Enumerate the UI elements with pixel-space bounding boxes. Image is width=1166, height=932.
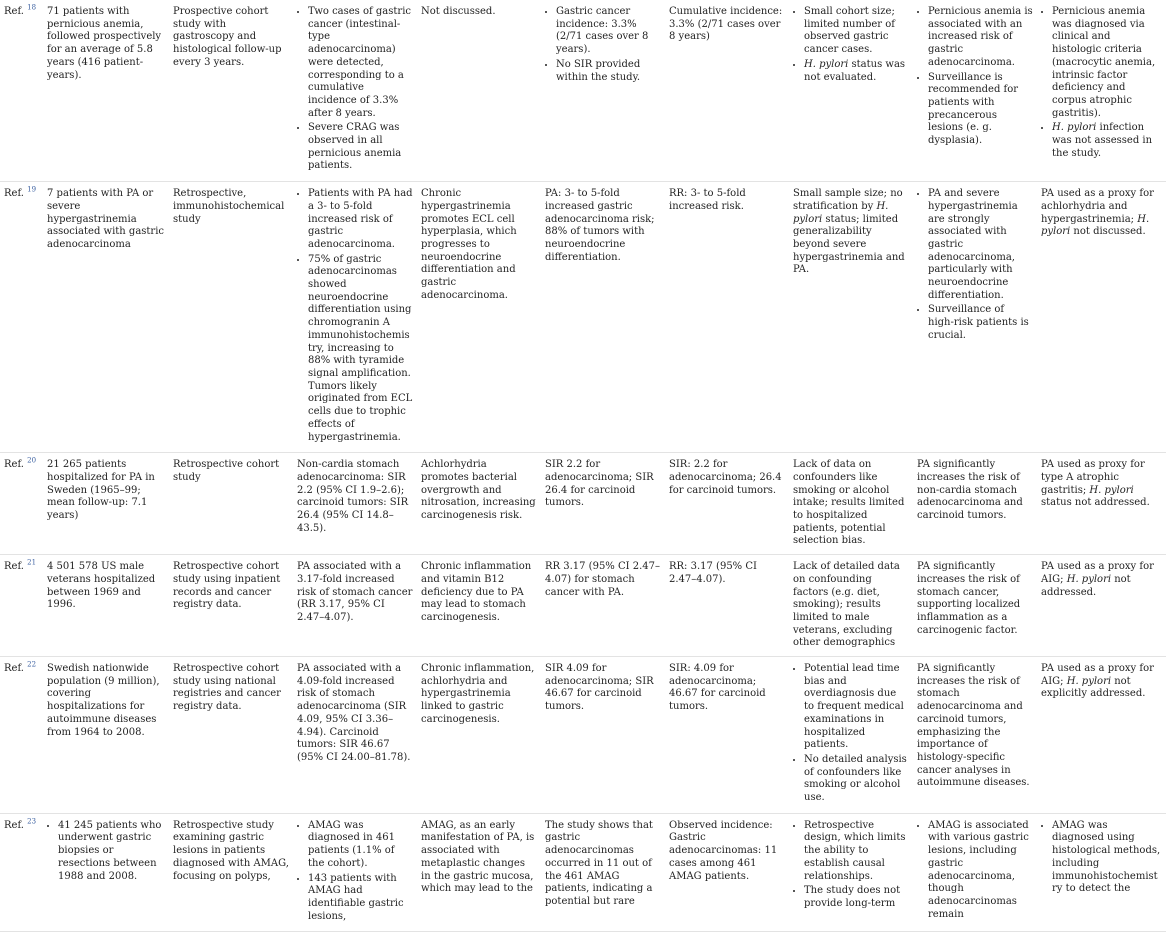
ref-link[interactable]: 20 [27, 456, 37, 465]
reference-cell [0, 453, 43, 555]
list-item: • H. pylori infection was not assessed in the study. [1052, 122, 1162, 160]
list-item: • Pernicious anemia is associated with an increased risk of gastric adenocarcinoma. [928, 6, 1033, 70]
risk-cell: The study shows that gastric adenocarcinomas occurred in 11 out of the 461 AMAG patients, indicating a potential but rare [541, 813, 665, 932]
list-item: • 41 245 patients who underwent gastric biopsies or resections between 1988 and 2008. [58, 820, 165, 884]
design-cell: Retrospective study examining gastric lesions in patients diagnosed with AMAG, focusing on polyps, [169, 813, 293, 932]
measure-cell: RR: 3- to 5-fold increased risk. [665, 182, 789, 453]
measure-cell: Cumulative incidence: 3.3% (2/71 cases over 8 years) [665, 0, 789, 182]
population-cell [43, 813, 169, 932]
conclusion-cell [913, 182, 1037, 453]
ref-link[interactable]: 22 [27, 660, 37, 669]
list-item: • The study does not provide long-term [804, 885, 909, 910]
reference-cell [0, 0, 43, 182]
ref-prefix: Ref. [4, 819, 24, 831]
notes-cell: PA used as a proxy for AIG; H. pylori not explicitly addressed. [1037, 657, 1166, 814]
design-cell: Retrospective cohort study [169, 453, 293, 555]
findings-cell [293, 0, 417, 182]
list-item: • Surveillance is recommended for patients with precancerous lesions (e. g. dysplasia). [928, 72, 1033, 148]
ref-prefix: Ref. [4, 459, 24, 471]
measure-cell: RR: 3.17 (95% CI 2.47–4.07). [665, 555, 789, 657]
measure-cell: SIR: 4.09 for adenocarcinoma; 46.67 for carcinoid tumors. [665, 657, 789, 814]
mechanism-cell: Chronic inflammation, achlorhydria and hypergastrinemia linked to gastric carcinogenesis. [417, 657, 541, 814]
risk-cell [541, 0, 665, 182]
ref-prefix: Ref. [4, 6, 24, 17]
reference-cell [0, 813, 43, 932]
mechanism-cell: AMAG, as an early manifestation of PA, is associated with metaplastic changes in the gastric mucosa, which may lead to the [417, 813, 541, 932]
risk-cell: RR 3.17 (95% CI 2.47–4.07) for stomach cancer with PA. [541, 555, 665, 657]
species-name: H. pylori [1066, 573, 1112, 585]
list-item: • AMAG is associated with various gastric lesions, including gastric adenocarcinoma, though adenocarcinomas remain [928, 820, 1033, 922]
design-cell: Retrospective cohort study using national registries and cancer registry data. [169, 657, 293, 814]
list-item: • Retrospective design, which limits the ability to establish causal relationships. [804, 820, 909, 884]
mechanism-cell: Not discussed. [417, 0, 541, 182]
findings-cell: PA associated with a 4.09-fold increased risk of stomach adenocarcinoma (SIR 4.09, 95% CI 3.36–4.94). Carcinoid tumors: SIR 46.67 (95% CI 24.00–81.78). [293, 657, 417, 814]
population-cell: 21 265 patients hospitalized for PA in Sweden (1965–99; mean follow-up: 7.1 years) [43, 453, 169, 555]
population-cell: 4 501 578 US male veterans hospitalized between 1969 and 1996. [43, 555, 169, 657]
table-row [0, 657, 1166, 814]
list-item: • 75% of gastric adenocarcinomas showed neuroendocrine differentiation using chromogranin A immunohistochemistry, increasing to 88% with tyramide signal amplification. Tumors likely originated from ECL cells due to trophic effects of hypergastrinemia. [308, 254, 413, 445]
mechanism-cell: Achlorhydria promotes bacterial overgrowth and nitrosation, increasing carcinogenesis risk. [417, 453, 541, 555]
reference-cell [0, 657, 43, 814]
design-cell: Retrospective cohort study using inpatient records and cancer registry data. [169, 555, 293, 657]
reference-cell [0, 555, 43, 657]
design-cell: Retrospective, immunohistochemical study [169, 182, 293, 453]
list-item: • 143 patients with AMAG had identifiable gastric lesions, [308, 873, 413, 924]
ref-link[interactable]: 18 [27, 3, 37, 12]
ref-prefix: Ref. [4, 188, 24, 200]
species-name: H. pylori [1066, 675, 1112, 687]
notes-cell [1037, 813, 1166, 932]
reference-cell [0, 182, 43, 453]
list-item: • Gastric cancer incidence: 3.3% (2/71 cases over 8 years). [556, 6, 661, 57]
table-row [0, 813, 1166, 932]
list-item: • No SIR provided within the study. [556, 59, 661, 84]
list-item: • No detailed analysis of confounders like smoking or alcohol use. [804, 754, 909, 805]
species-name: H. pylori [1052, 122, 1097, 134]
ref-link[interactable]: 23 [27, 817, 37, 826]
risk-cell: SIR 4.09 for adenocarcinoma; SIR 46.67 for carcinoid tumors. [541, 657, 665, 814]
population-cell: 7 patients with PA or severe hypergastrinemia associated with gastric adenocarcinoma [43, 182, 169, 453]
list-item: • Two cases of gastric cancer (intestinal-type adenocarcinoma) were detected, corresponding to a cumulative incidence of 3.3% after 8 years. [308, 6, 413, 120]
risk-cell: SIR 2.2 for adenocarcinoma; SIR 26.4 for carcinoid tumors. [541, 453, 665, 555]
table-row [0, 0, 1166, 182]
findings-cell: PA associated with a 3.17-fold increased risk of stomach cancer (RR 3.17, 95% CI 2.47–4.07). [293, 555, 417, 657]
limitations-cell: Lack of detailed data on confounding factors (e.g. diet, smoking); results limited to male veterans, excluding other demographics [789, 555, 913, 657]
species-name: H. pylori [1089, 484, 1134, 496]
list-item: • Severe CRAG was observed in all pernicious anemia patients. [308, 122, 413, 173]
list-item: • Surveillance of high-risk patients is crucial. [928, 304, 1033, 342]
list-item: • Small cohort size; limited number of observed gastric cancer cases. [804, 6, 909, 57]
list-item: • AMAG was diagnosed in 461 patients (1.1% of the cohort). [308, 820, 413, 871]
notes-cell [1037, 0, 1166, 182]
notes-cell: PA used as proxy for type A atrophic gastritis; H. pylori status not addressed. [1037, 453, 1166, 555]
limitations-cell: Small sample size; no stratification by H. pylori status; limited generalizability beyond severe hypergastrinemia and PA. [789, 182, 913, 453]
ref-link[interactable]: 19 [27, 185, 37, 194]
limitations-cell: Lack of data on confounders like smoking or alcohol intake; results limited to hospitalized patients, potential selection bias. [789, 453, 913, 555]
table-row [0, 182, 1166, 453]
list-item: • Potential lead time bias and overdiagnosis due to frequent medical examinations in hospitalized patients. [804, 663, 909, 752]
species-name: H. pylori [804, 58, 849, 70]
species-name: H. pylori [1041, 213, 1150, 238]
limitations-cell [789, 657, 913, 814]
findings-cell [293, 182, 417, 453]
list-item: • Pernicious anemia was diagnosed via clinical and histologic criteria (macrocytic anemia, intrinsic factor deficiency and corpus atrophic gastritis). [1052, 6, 1162, 120]
ref-prefix: Ref. [4, 561, 24, 573]
table-row [0, 453, 1166, 555]
mechanism-cell: Chronic hypergastrinemia promotes ECL cell hyperplasia, which progresses to neuroendocrine differentiation and gastric adenocarcinoma. [417, 182, 541, 453]
risk-cell: PA: 3- to 5-fold increased gastric adenocarcinoma risk; 88% of tumors with neuroendocrine differentiation. [541, 182, 665, 453]
ref-link[interactable]: 21 [27, 558, 37, 567]
limitations-cell [789, 813, 913, 932]
population-cell: 71 patients with pernicious anemia, followed prospectively for an average of 5.8 years (416 patient-years). [43, 0, 169, 182]
measure-cell: SIR: 2.2 for adenocarcinoma; 26.4 for carcinoid tumors. [665, 453, 789, 555]
conclusion-cell: PA significantly increases the risk of stomach cancer, supporting localized inflammation as a carcinogenic factor. [913, 555, 1037, 657]
mechanism-cell: Chronic inflammation and vitamin B12 deficiency due to PA may lead to stomach carcinogenesis. [417, 555, 541, 657]
species-name: H. pylori [793, 200, 889, 225]
list-item: • AMAG was diagnosed using histological methods, including immunohistochemistry to detect the [1052, 820, 1162, 896]
findings-cell: Non-cardia stomach adenocarcinoma: SIR 2.2 (95% CI 1.9–2.6); carcinoid tumors: SIR 26.4 (95% CI 14.8–43.5). [293, 453, 417, 555]
table-row [0, 555, 1166, 657]
limitations-cell [789, 0, 913, 182]
conclusion-cell: PA significantly increases the risk of non-cardia stomach adenocarcinoma and carcinoid tumors. [913, 453, 1037, 555]
notes-cell: PA used as a proxy for AIG; H. pylori not addressed. [1037, 555, 1166, 657]
list-item: • PA and severe hypergastrinemia are strongly associated with gastric adenocarcinoma, particularly with neuroendocrine differentiation. [928, 188, 1033, 302]
conclusion-cell [913, 813, 1037, 932]
notes-cell: PA used as a proxy for achlorhydria and hypergastrinemia; H. pylori not discussed. [1037, 182, 1166, 453]
population-cell: Swedish nationwide population (9 million), covering hospitalizations for autoimmune diseases from 1964 to 2008. [43, 657, 169, 814]
conclusion-cell: PA significantly increases the risk of stomach adenocarcinoma and carcinoid tumors, emphasizing the importance of histology-specific cancer analyses in autoimmune diseases. [913, 657, 1037, 814]
list-item: • Patients with PA had a 3- to 5-fold increased risk of gastric adenocarcinoma. [308, 188, 413, 252]
measure-cell: Observed incidence: Gastric adenocarcinomas: 11 cases among 461 AMAG patients. [665, 813, 789, 932]
conclusion-cell [913, 0, 1037, 182]
list-item: • H. pylori status was not evaluated. [804, 59, 909, 84]
ref-prefix: Ref. [4, 663, 24, 675]
design-cell: Prospective cohort study with gastroscopy and histological follow-up every 3 years. [169, 0, 293, 182]
findings-cell [293, 813, 417, 932]
